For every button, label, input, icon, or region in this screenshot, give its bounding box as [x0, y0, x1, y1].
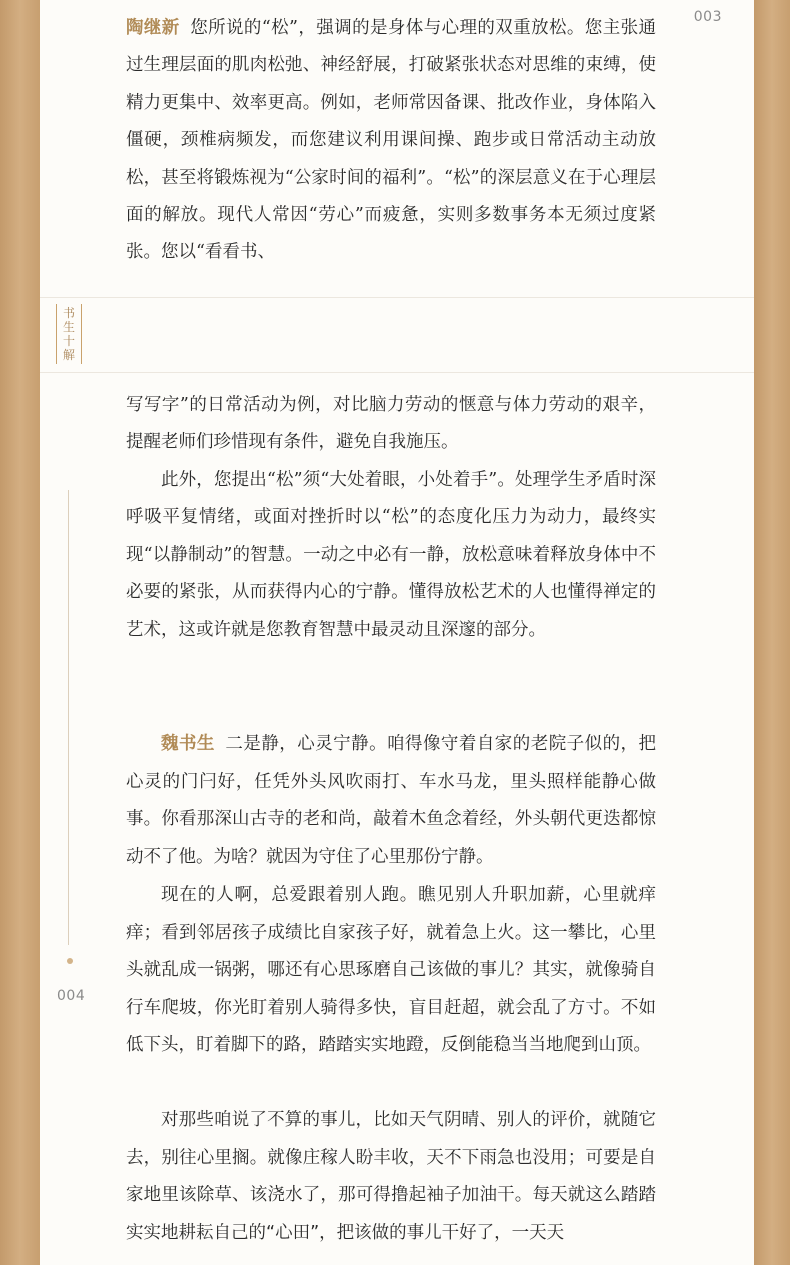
upper-paragraph-1-continued: 写写字”的日常活动为例，对比脑力劳动的惬意与体力劳动的艰辛，提醒老师们珍惜现有条件，避免自我施压。 — [126, 395, 656, 453]
speaker-name-tao: 陶继新 — [126, 18, 180, 38]
page-number-bottom: 004 — [57, 988, 86, 1004]
upper-paragraph-2: 此外，您提出“松”须“大处着眼，小处着手”。处理学生矛盾时深呼吸平复情绪，或面对挫折时以“松”的态度化压力为动力，最终实现“以静制动”的智慧。一动之中必有一静，放松意味着释放身体中不必要的紧张，从而获得内心的宁静。懂得放松艺术的人也懂得禅定的艺术，这或许就是您教育智慧中最灵动且深邃的部分。 — [126, 470, 656, 640]
page-number-top: 003 — [693, 9, 722, 25]
upper-paragraph-1-text: 您所说的“松”，强调的是身体与心理的双重放松。您主张通过生理层面的肌肉松弛、神经舒展，打破紧张状态对思维的束缚，使精力更集中、效率更高。例如，老师常因备课、批改作业，身体陷入僵硬，颈椎病频发，而您建议利用课间操、跑步或日常活动主动放松，甚至将锻炼视为“公家时间的福利”。“松”的深层意义在于心理层面的解放。现代人常因“劳心”而疲惫，实则多数事务本无须过度紧张。您以“看看书、 — [126, 18, 656, 263]
lower-paragraph-1 — [126, 726, 656, 876]
running-head-char: 书 — [62, 306, 75, 320]
speaker-name-wei: 魏书生 — [161, 734, 215, 754]
margin-dot — [67, 958, 73, 964]
lower-paragraph-1-text: 二是静，心灵宁静。咱得像守着自家的老院子似的，把心灵的门闩好，任凭外头风吹雨打、车水马龙，里头照样能静心做事。你看那深山古寺的老和尚，敲着木鱼念着经，外头朝代更迭都惊动不了他。为啥？就因为守住了心里那份宁静。 — [126, 734, 657, 867]
book-spread — [40, 0, 754, 1265]
running-head-char: 十 — [62, 334, 75, 348]
running-head — [56, 304, 82, 364]
upper-paragraph-1 — [126, 10, 656, 272]
lower-paragraph-3: 对那些咱说了不算的事儿，比如天气阴晴、别人的评价，就随它去，别往心里搁。就像庄稼人盼丰收，天不下雨急也没用；可要是自家地里该除草、该浇水了，那可得撸起袖子加油干。每天就这么踏踏实实地耕耘自己的“心田”，把该做的事儿干好了，一天天 — [126, 1110, 656, 1243]
margin-rule — [68, 490, 69, 945]
wood-background-left — [0, 0, 40, 1265]
lower-paragraph-2: 现在的人啊，总爱跟着别人跑。瞧见别人升职加薪，心里就痒痒；看到邻居孩子成绩比自家孩子好，就着急上火。这一攀比，心里头就乱成一锅粥，哪还有心思琢磨自己该做的事儿？其实，就像骑自行车爬坡，你光盯着别人骑得多快，盲目赶超，就会乱了方寸。不如低下头，盯着脚下的路，踏踏实实地蹬，反倒能稳当当地爬到山顶。 — [126, 885, 656, 1056]
upper-page — [40, 0, 754, 298]
running-head-char: 解 — [62, 348, 75, 362]
running-head-char: 生 — [62, 320, 75, 334]
wood-background-right — [754, 0, 790, 1265]
